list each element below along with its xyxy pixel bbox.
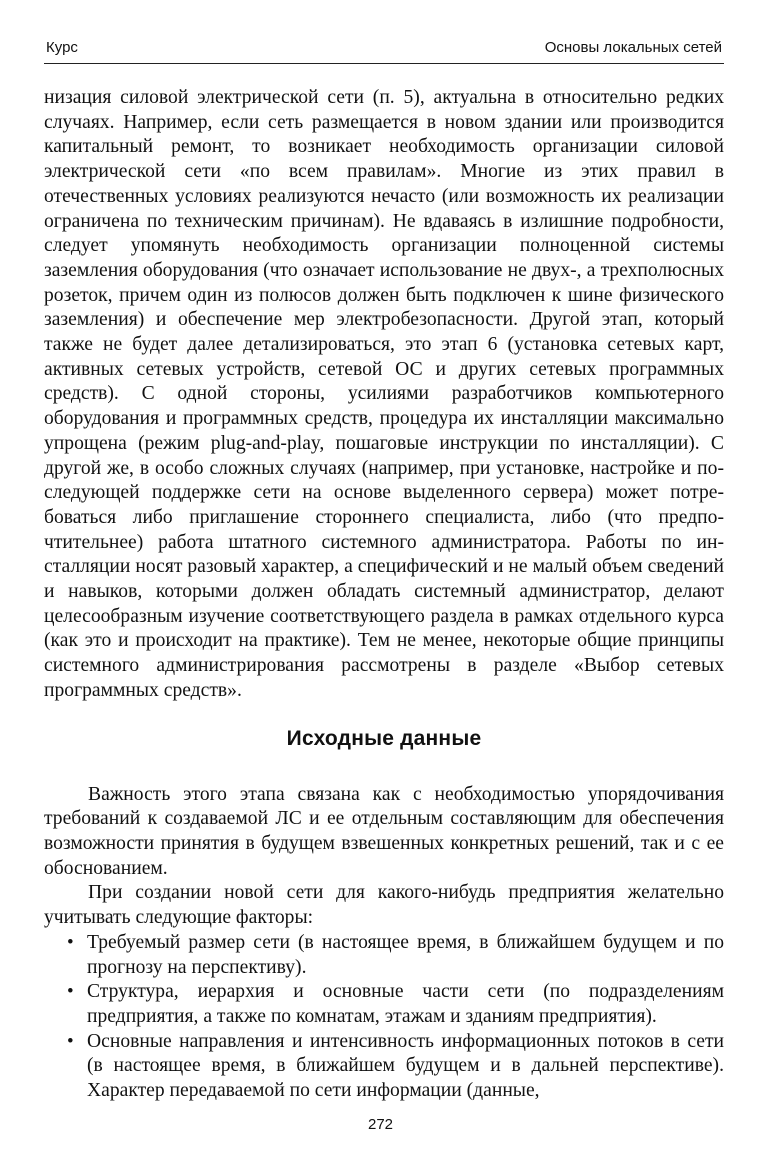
list-item-text: Требуемый размер сети (в настоящее время, в ближайшем будущем и по прогнозу на перспективу). — [87, 931, 724, 978]
list-item — [44, 1030, 724, 1104]
main-text — [44, 86, 724, 1104]
header-course-label: Курс — [46, 39, 78, 56]
factors-list — [44, 931, 724, 1104]
list-item — [44, 980, 724, 1029]
bullet-marker: • — [67, 1030, 74, 1052]
paragraph-factors-intro: При создании новой сети для какого-нибудь предприятия желательно учитывать следующие факторы: — [44, 882, 724, 929]
header-section-title: Основы локальных сетей — [544, 39, 722, 56]
header-rule — [44, 63, 724, 64]
paragraph-continuation: низация силовой электрической сети (п. 5), актуальна в относительно редких случаях. Например, если сеть размещается в новом здании или производится капитальный ремонт, то возникает необходимость организации силовой электрической сети «по всем правилам». Многие из этих правил в отечественных условиях реализуются нечасто (или возможность их реализации ограничена по техническим причинам). Не вдаваясь в излишние подробности, следует упомянуть необходимость организации полноценной системы заземления оборудования (что означает использование не двух-, а трехполюсных розеток, причем один из полюсов должен быть подключен к шине физического заземления) и обеспечение мер электробезопасности. Другой этап, который также не будет далее детализироваться, это этап 6 (установка сетевых карт, активных сетевых устройств, сетевой ОС и других сетевых программных средств). С одной стороны, усилиями разработчиков компьютерного оборудования и программных средств, процедура их инсталляции максимально упрощена (режим plug-and-play, пошаговые инструкции по инсталляции). С другой же, в особо сложных случаях (например, при установке, настройке и последующей поддержке сети на основе выделенного сервера) может потребоваться либо приглашение стороннего специалиста, либо (что предпочтительнее) работа штатного системного администратора. Работы по инсталляции носят разовый характер, а специфический и не малый объем сведений и навыков, которыми должен обладать системный администратор, делают целесообразным изучение соответствующего раздела в рамках отдельного курса (как это и происходит на практике). Тем не менее, некоторые общие принципы системного администрирования рассмотрены в разделе «Выбор сетевых программных средств». — [44, 87, 724, 701]
page-number: 272 — [367, 1116, 394, 1133]
paragraph-importance: Важность этого этапа связана как с необходимостью упорядочивания требований к создаваемой ЛС и ее отдельным составляющим для обеспечения возможности принятия в будущем взвешенных конкретных решений, так и с ее обоснованием. — [44, 783, 724, 879]
list-item — [44, 931, 724, 980]
bullet-marker: • — [67, 931, 74, 953]
list-item-text: Структура, иерархия и основные части сети (по подразделениям предприятия, а также по комнатам, этажам и зданиям предприятия). — [87, 981, 724, 1027]
list-item-text: Основные направления и интенсивность информационных потоков в сети (в настоящее время, в ближайшем будущем и в дальней перспективе). Характер передаваемой по сети информации (данные, — [87, 1030, 724, 1102]
section-heading: Исходные данные — [286, 726, 482, 750]
bullet-marker: • — [67, 981, 74, 1003]
running-header — [46, 38, 722, 60]
